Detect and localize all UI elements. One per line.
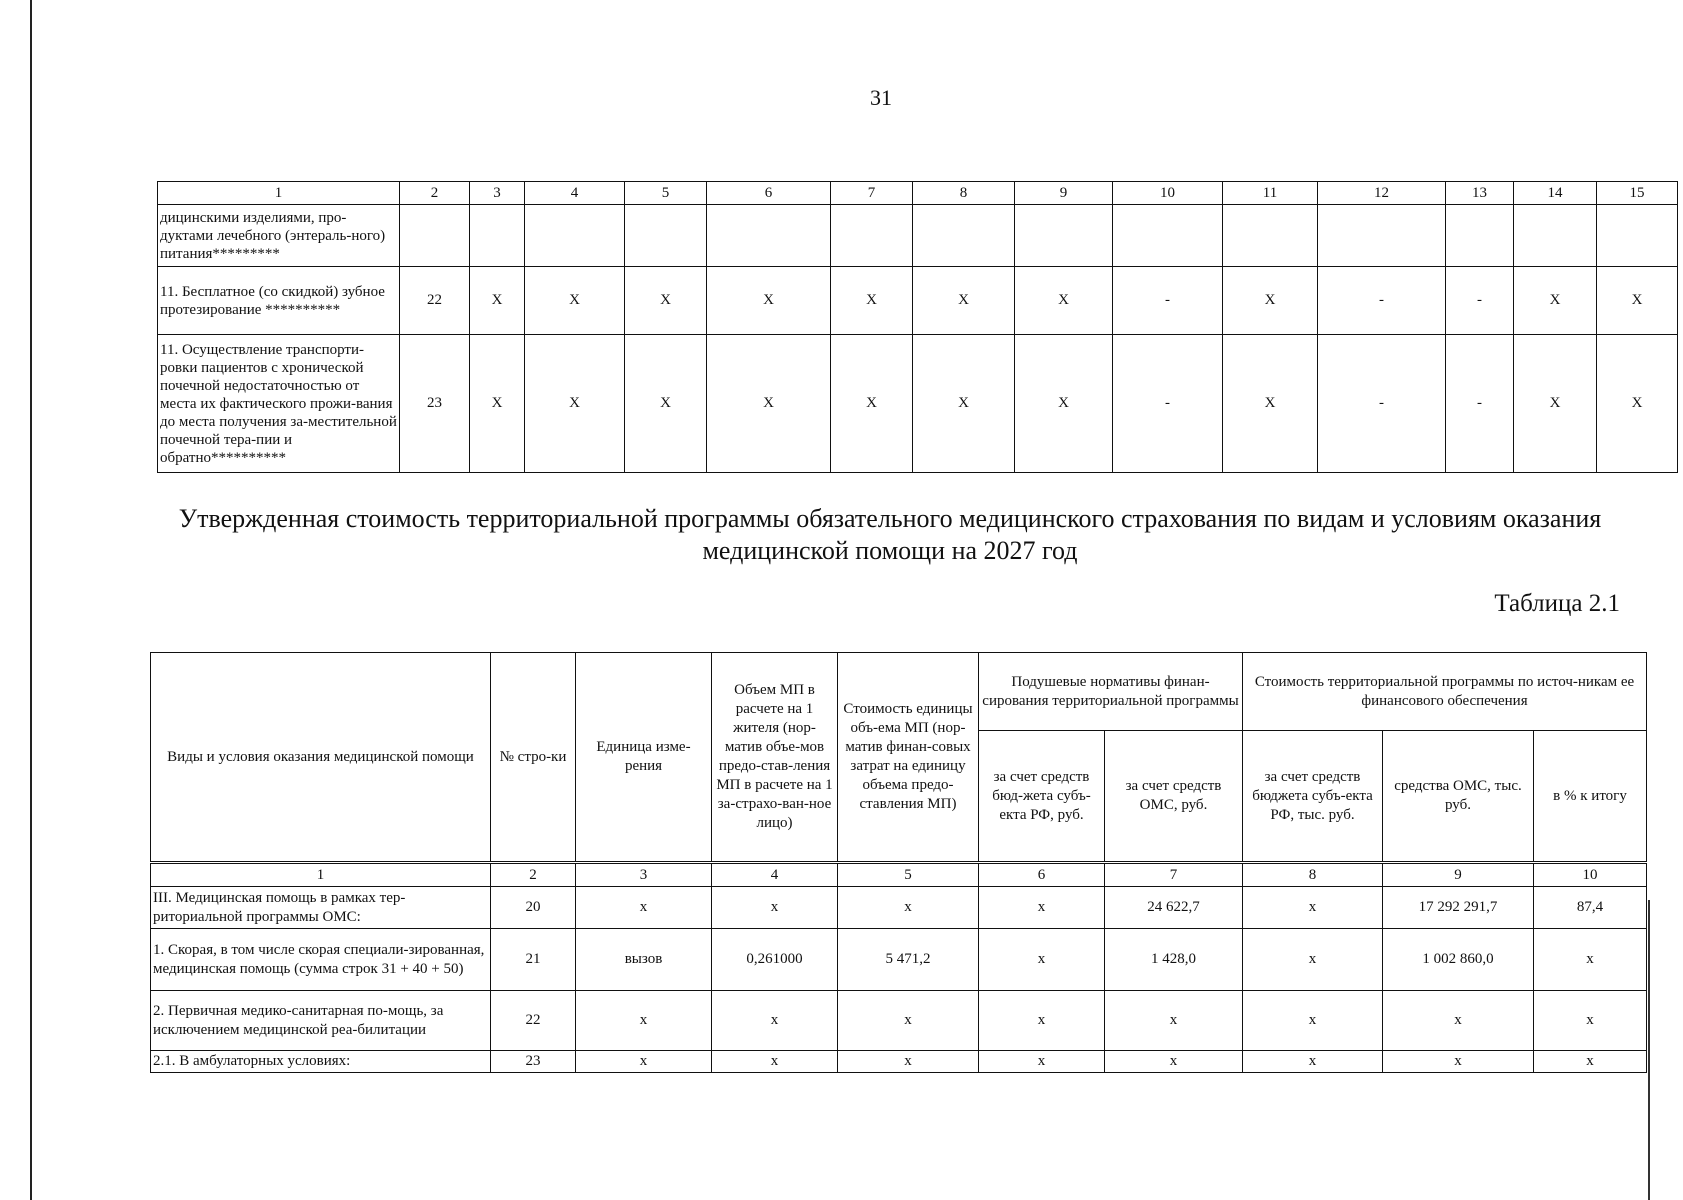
table-cell: x bbox=[979, 991, 1105, 1051]
header-cell: 11 bbox=[1223, 182, 1318, 205]
table-cell: 17 292 291,7 bbox=[1383, 887, 1534, 929]
column-number: 4 bbox=[712, 863, 838, 887]
table-cell: X bbox=[625, 335, 707, 473]
header-cell: 13 bbox=[1446, 182, 1514, 205]
page-left-border bbox=[30, 0, 32, 1200]
table-cell: X bbox=[831, 335, 913, 473]
header-budget-rub: за счет средств бюд-жета субъ-екта РФ, руб. bbox=[979, 731, 1105, 863]
table-cell: x bbox=[1243, 929, 1383, 991]
table-cell bbox=[1597, 205, 1678, 267]
header-cell: 10 bbox=[1113, 182, 1223, 205]
table-cell: 20 bbox=[491, 887, 576, 929]
header-per-capita-group: Подушевые нормативы финан-сирования территориальной программы bbox=[979, 653, 1243, 731]
table-cell: X bbox=[913, 335, 1015, 473]
table-cell: - bbox=[1113, 335, 1223, 473]
table-cell: x bbox=[979, 887, 1105, 929]
table-cell: x bbox=[1243, 1051, 1383, 1073]
column-number: 2 bbox=[491, 863, 576, 887]
table-cell bbox=[707, 205, 831, 267]
table-cell: x bbox=[1243, 887, 1383, 929]
header-unit-cost: Стоимость единицы объ-ема МП (нор-матив финан-совых затрат на единицу объема предо-ставления МП) bbox=[838, 653, 979, 863]
column-number-row bbox=[151, 863, 1647, 887]
header-unit: Единица изме-рения bbox=[576, 653, 712, 863]
table-cell: X bbox=[525, 335, 625, 473]
page-number: 31 bbox=[870, 85, 892, 110]
table-cell: 23 bbox=[491, 1051, 576, 1073]
header-program-cost-group: Стоимость территориальной программы по источ-никам ее финансового обеспечения bbox=[1243, 653, 1647, 731]
table-cell: x bbox=[1534, 929, 1647, 991]
table-cell: X bbox=[913, 267, 1015, 335]
header-cell: 9 bbox=[1015, 182, 1113, 205]
table-cell: x bbox=[838, 887, 979, 929]
table-cell: 1 428,0 bbox=[1105, 929, 1243, 991]
header-cell: 14 bbox=[1514, 182, 1597, 205]
row-label: 2.1. В амбулаторных условиях: bbox=[151, 1051, 491, 1073]
table-cell: 0,261000 bbox=[712, 929, 838, 991]
table-cell: x bbox=[576, 1051, 712, 1073]
table-cell: x bbox=[576, 887, 712, 929]
table-cell: x bbox=[1105, 1051, 1243, 1073]
table-cell: - bbox=[1318, 335, 1446, 473]
header-cell: 1 bbox=[158, 182, 400, 205]
table-cell bbox=[831, 205, 913, 267]
header-oms-rub: за счет средств ОМС, руб. bbox=[1105, 731, 1243, 863]
table-cell: x bbox=[838, 1051, 979, 1073]
header-percent: в % к итогу bbox=[1534, 731, 1647, 863]
table-cell: x bbox=[576, 991, 712, 1051]
header-cell: 4 bbox=[525, 182, 625, 205]
table-cell: X bbox=[470, 335, 525, 473]
header-oms-thousand: средства ОМС, тыс. руб. bbox=[1383, 731, 1534, 863]
table-cell bbox=[1015, 205, 1113, 267]
row-label: 11. Осуществление транспорти-ровки пациентов с хронической почечной недостаточностью от места их фактического прожи-вания до места получения за-местительной почечной тера-пии и обратно********** bbox=[158, 335, 400, 473]
table-cell: X bbox=[470, 267, 525, 335]
table-cell bbox=[1113, 205, 1223, 267]
table-cell: X bbox=[625, 267, 707, 335]
table-cell: 87,4 bbox=[1534, 887, 1647, 929]
table-cell: x bbox=[712, 887, 838, 929]
header-row-number: № стро-ки bbox=[491, 653, 576, 863]
row-label: 11. Бесплатное (со скидкой) зубное протезирование ********** bbox=[158, 267, 400, 335]
table-cell: - bbox=[1318, 267, 1446, 335]
table-cell: - bbox=[1113, 267, 1223, 335]
table-cell: X bbox=[707, 267, 831, 335]
table-cell bbox=[1318, 205, 1446, 267]
table-row bbox=[158, 335, 1678, 473]
table-cell: x bbox=[1243, 991, 1383, 1051]
column-number: 10 bbox=[1534, 863, 1647, 887]
table-cell: x bbox=[1534, 991, 1647, 1051]
header-cell: 7 bbox=[831, 182, 913, 205]
column-number: 1 bbox=[151, 863, 491, 887]
table-cell bbox=[470, 205, 525, 267]
table-row bbox=[151, 991, 1647, 1051]
header-cell: 3 bbox=[470, 182, 525, 205]
header-cell: 8 bbox=[913, 182, 1015, 205]
header-budget-thousand: за счет средств бюджета субъ-екта РФ, тыс. руб. bbox=[1243, 731, 1383, 863]
table-row bbox=[158, 205, 1678, 267]
header-cell: 12 bbox=[1318, 182, 1446, 205]
cost-table bbox=[150, 652, 1647, 1073]
table-cell: 24 622,7 bbox=[1105, 887, 1243, 929]
table-row bbox=[158, 267, 1678, 335]
column-number: 3 bbox=[576, 863, 712, 887]
column-number: 5 bbox=[838, 863, 979, 887]
table-cell: - bbox=[1446, 267, 1514, 335]
header-cell: 6 bbox=[707, 182, 831, 205]
table-cell: x bbox=[838, 991, 979, 1051]
table-cell: x bbox=[1383, 1051, 1534, 1073]
row-label: дицинскими изделиями, про-дуктами лечебного (энтераль-ного) питания********* bbox=[158, 205, 400, 267]
table-cell: X bbox=[525, 267, 625, 335]
header-cell: 5 bbox=[625, 182, 707, 205]
header-cell: 2 bbox=[400, 182, 470, 205]
table-cell: x bbox=[1105, 991, 1243, 1051]
table-cell: 22 bbox=[491, 991, 576, 1051]
section-title: Утвержденная стоимость территориальной программы обязательного медицинского страхования по видам и условиям оказания медицинской помощи на 2027 год bbox=[178, 504, 1602, 565]
column-number: 8 bbox=[1243, 863, 1383, 887]
table-row bbox=[151, 1051, 1647, 1073]
table-cell: X bbox=[707, 335, 831, 473]
row-label: III. Медицинская помощь в рамках тер-риториальной программы ОМС: bbox=[151, 887, 491, 929]
table-cell: x bbox=[712, 1051, 838, 1073]
table-row bbox=[151, 887, 1647, 929]
table-cell: X bbox=[1514, 267, 1597, 335]
row-label: 1. Скорая, в том числе скорая специали-зированная, медицинская помощь (сумма строк 31 + 40 + 50) bbox=[151, 929, 491, 991]
table-cell: X bbox=[831, 267, 913, 335]
table-cell bbox=[400, 205, 470, 267]
column-number: 6 bbox=[979, 863, 1105, 887]
header-cell: 15 bbox=[1597, 182, 1678, 205]
table-cell: X bbox=[1223, 335, 1318, 473]
page-right-border bbox=[1648, 900, 1650, 1200]
table-cell: 5 471,2 bbox=[838, 929, 979, 991]
table-cell: - bbox=[1446, 335, 1514, 473]
table-cell: 21 bbox=[491, 929, 576, 991]
table-cell: X bbox=[1597, 267, 1678, 335]
header-types-of-care: Виды и условия оказания медицинской помощи bbox=[151, 653, 491, 863]
header-volume: Объем МП в расчете на 1 жителя (нор-матив объе-мов предо-став-ления МП в расчете на 1 за-страхо-ван-ное лицо) bbox=[712, 653, 838, 863]
table-cell: 23 bbox=[400, 335, 470, 473]
table-cell: x bbox=[1534, 1051, 1647, 1073]
table-cell: x bbox=[1383, 991, 1534, 1051]
table-cell bbox=[625, 205, 707, 267]
table-label: Таблица 2.1 bbox=[1494, 590, 1620, 617]
table-cell: 22 bbox=[400, 267, 470, 335]
table-cell bbox=[1446, 205, 1514, 267]
table-cell: X bbox=[1223, 267, 1318, 335]
table-cell: X bbox=[1514, 335, 1597, 473]
continuation-table bbox=[157, 181, 1678, 473]
table-cell: x bbox=[979, 1051, 1105, 1073]
table-cell bbox=[913, 205, 1015, 267]
column-number: 7 bbox=[1105, 863, 1243, 887]
table-cell: вызов bbox=[576, 929, 712, 991]
table-header-row bbox=[158, 182, 1678, 205]
table-cell: X bbox=[1015, 335, 1113, 473]
table-row bbox=[151, 929, 1647, 991]
table-cell bbox=[1223, 205, 1318, 267]
table-cell: 1 002 860,0 bbox=[1383, 929, 1534, 991]
table-cell bbox=[1514, 205, 1597, 267]
table-cell: X bbox=[1597, 335, 1678, 473]
table-cell: x bbox=[712, 991, 838, 1051]
table-cell: x bbox=[979, 929, 1105, 991]
table-header-row bbox=[151, 653, 1647, 731]
row-label: 2. Первичная медико-санитарная по-мощь, за исключением медицинской реа-билитации bbox=[151, 991, 491, 1051]
table-cell: X bbox=[1015, 267, 1113, 335]
table-cell bbox=[525, 205, 625, 267]
column-number: 9 bbox=[1383, 863, 1534, 887]
